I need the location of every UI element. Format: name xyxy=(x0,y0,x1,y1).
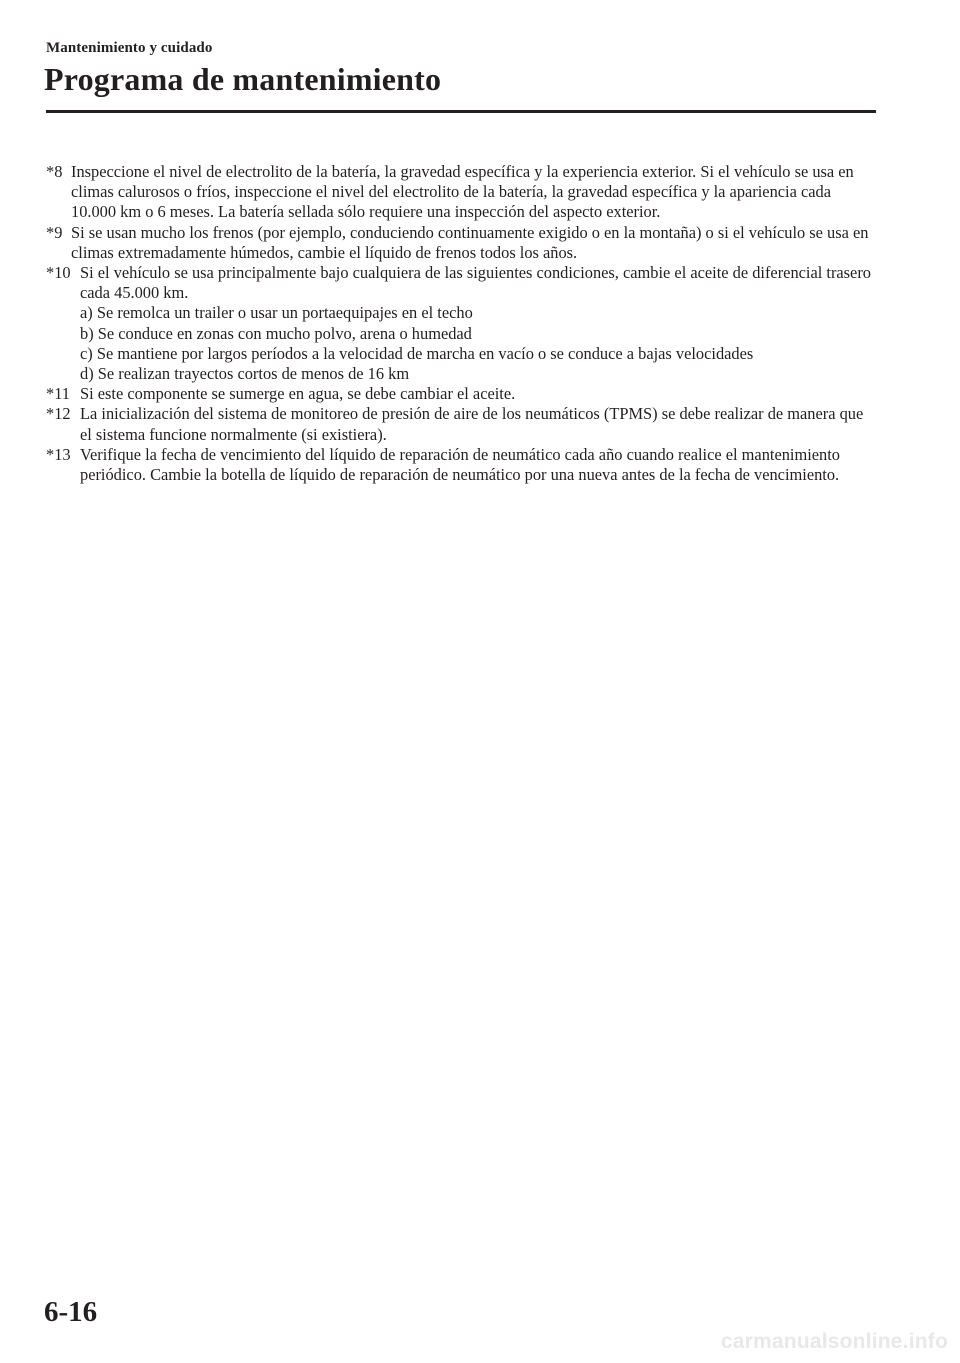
list-item: d) Se realizan trayectos cortos de menos de 16 km xyxy=(80,364,410,384)
note-text: Si se usan mucho los frenos (por ejemplo, conduciendo continuamente exigido o en la montaña) o si el vehículo se usa en climas extremadamente húmedos, cambie el líquido de frenos todos los años. xyxy=(71,222,869,262)
note-10 xyxy=(46,263,876,303)
note-text: Inspeccione el nivel de electrolito de la batería, la gravedad específica y la experiencia exterior. Si el vehículo se usa en climas calurosos o fríos, inspeccione el nivel del electrolito de la batería, la gravedad específica y la apariencia cada 10.000 km o 6 meses. La batería sellada sólo requiere una inspección del aspecto exterior. xyxy=(71,162,854,222)
note-13 xyxy=(46,445,876,485)
list-item: a) Se remolca un trailer o usar un portaequipajes en el techo xyxy=(80,303,473,323)
note-mark: *12 xyxy=(46,404,71,424)
notes-list xyxy=(46,162,876,485)
section-label: Mantenimiento y cuidado xyxy=(46,40,213,56)
note-mark: *9 xyxy=(46,222,63,242)
note-mark: *8 xyxy=(46,162,63,181)
note-12 xyxy=(46,404,876,444)
note-8 xyxy=(46,162,876,223)
list-item: b) Se conduce en zonas con mucho polvo, arena o humedad xyxy=(80,323,472,343)
note-mark: *13 xyxy=(46,444,71,464)
page-title: Programa de mantenimiento xyxy=(44,61,442,97)
note-11 xyxy=(46,384,876,404)
note-text: La inicialización del sistema de monitoreo de presión de aire de los neumáticos (TPMS) se debe realizar de manera que el sistema funcione normalmente (si existiera). xyxy=(80,404,864,444)
note-10-sublist xyxy=(46,303,876,384)
note-text: Si el vehículo se usa principalmente bajo cualquiera de las siguientes condiciones, cambie el aceite de diferencial trasero cada 45.000 km. xyxy=(80,263,871,303)
title-rule xyxy=(46,110,876,113)
note-text: Si este componente se sumerge en agua, se debe cambiar el aceite. xyxy=(80,384,516,404)
note-9 xyxy=(46,223,876,263)
page-number: 6-16 xyxy=(44,1296,98,1328)
list-item: c) Se mantiene por largos períodos a la velocidad de marcha en vacío o se conduce a bajas velocidades xyxy=(80,343,754,363)
note-text: Verifique la fecha de vencimiento del líquido de reparación de neumático cada año cuando realice el mantenimiento periódico. Cambie la botella de líquido de reparación de neumático por una nueva antes de la fecha de vencimiento. xyxy=(80,444,841,485)
note-mark: *10 xyxy=(46,263,71,283)
watermark[interactable]: carmanualsonline.info xyxy=(720,1330,948,1353)
note-mark: *11 xyxy=(46,384,70,404)
